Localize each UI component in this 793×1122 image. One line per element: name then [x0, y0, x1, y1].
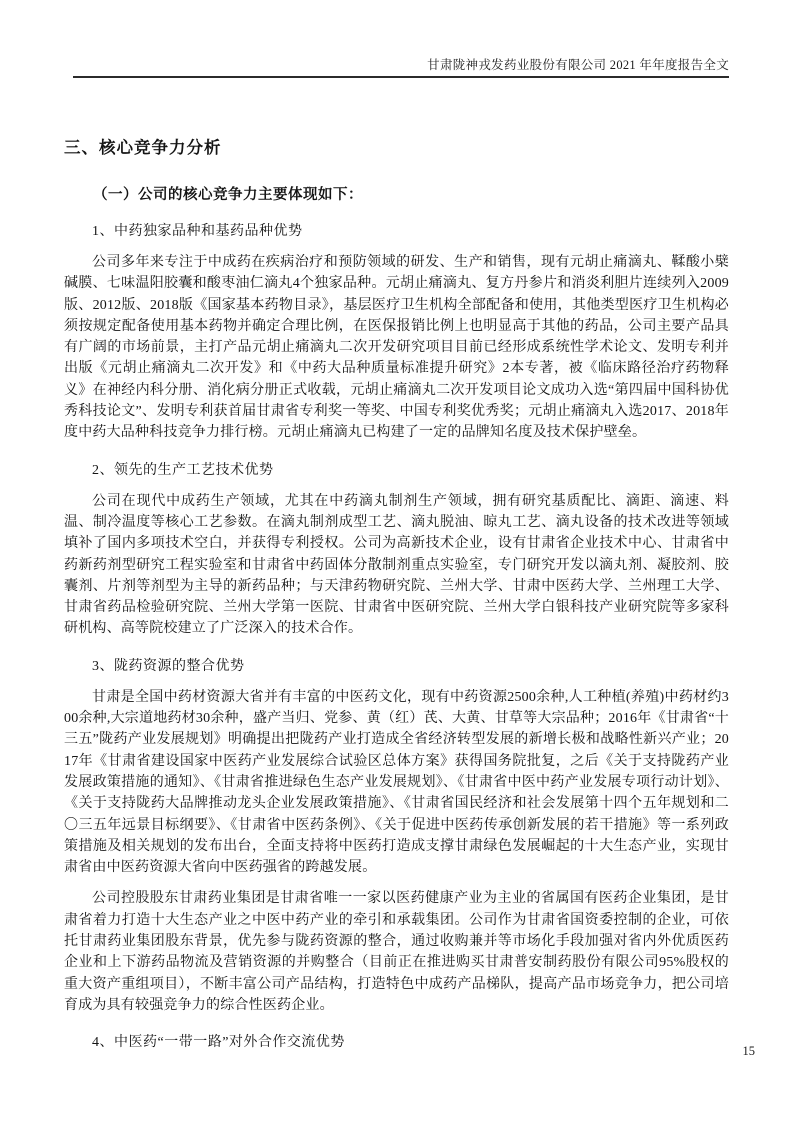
item-1-paragraph: 公司多年来专注于中成药在疾病治疗和预防领域的研发、生产和销售，现有元胡止痛滴丸、鞣酸小檗碱膜、七味温阳胶囊和酸枣油仁滴丸4个独家品种。元胡止痛滴丸、复方丹参片和消炎利胆片连续列入2009版、2012版、2018版《国家基本药物目录》，基层医疗卫生机构全部配备和使用，其他类型医疗卫生机构必须按规定配备使用基本药物并确定合理比例，在医保报销比例上也明显高于其他的药品，公司主要产品具有广阔的市场前景，主打产品元胡止痛滴丸二次开发研究项目目前已经形成系统性学术论文、发明专利并出版《元胡止痛滴丸二次开发》和《中药大品种质量标准提升研究》2本专著，被《临床路径治疗药物释义》在神经内科分册、消化病分册正式收载，元胡止痛滴丸二次开发项目论文成功入选“第四届中国科协优秀科技论文”、发明专利获首届甘肃省专利奖一等奖、中国专利奖优秀奖；元胡止痛滴丸入选2017、2018年度中药大品种科技竞争力排行榜。元胡止痛滴丸已构建了一定的品牌知名度及技术保护壁垒。 [64, 255, 729, 441]
item-2-paragraph: 公司在现代中成药生产领域，尤其在中药滴丸制剂生产领域，拥有研究基质配比、滴距、滴速、料温、制冷温度等核心工艺参数。在滴丸制剂成型工艺、滴丸脱油、晾丸工艺、滴丸设备的技术改进等领域填补了国内多项技术空白，并获得专利授权。公司为高新技术企业，设有甘肃省企业技术中心、甘肃省中药新药剂型研究工程实验室和甘肃省中药固体分散制剂重点实验室，专门研究开发以滴丸剂、凝胶剂、胶囊剂、片剂等剂型为主导的新药品种；与天津药物研究院、兰州大学、甘肃中医药大学、兰州理工大学、甘肃省药品检验研究院、兰州大学第一医院、甘肃省中医研究院、兰州大学白银科技产业研究院等多家科研机构、高等院校建立了广泛深入的技术合作。 [64, 493, 729, 637]
item-2-title: 2、领先的生产工艺技术优势 [92, 462, 274, 478]
report-content [64, 137, 729, 1053]
item-3-paragraph-2: 公司控股股东甘肃药业集团是甘肃省唯一一家以医药健康产业为主业的省属国有医药企业集团，是甘肃省着力打造十大生态产业之中医中药产业的牵引和承载集团。公司作为甘肃省国资委控制的企业，可依托甘肃药业集团股东背景，优先参与陇药资源的整合，通过收购兼并等市场化手段加强对省内外优质医药企业和上下游药品物流及营销资源的并购整合（目前正在推进购买甘肃普安制药股份有限公司95%股权的重大资产重组项目），不断丰富公司产品结构，打造特色中成药产品梯队，提高产品市场竞争力，把公司培育成为具有较强竞争力的综合性医药企业。 [64, 891, 729, 1013]
section-heading: 三、核心竞争力分析 [64, 138, 222, 157]
page-header [64, 57, 729, 78]
header-title: 甘肃陇神戎发药业股份有限公司 2021 年年度报告全文 [427, 58, 729, 72]
item-3-title: 3、陇药资源的整合优势 [92, 658, 245, 674]
subsection-heading: （一）公司的核心竞争力主要体现如下： [93, 187, 363, 203]
item-3-paragraph-1: 甘肃是全国中药材资源大省并有丰富的中医药文化，现有中药资源2500余种,人工种植(养殖)中药材约300余种,大宗道地药材30余种，盛产当归、党参、黄（红）芪、大黄、甘草等大宗品种；2016年《甘肃省“十三五”陇药产业发展规划》明确提出把陇药产业打造成全省经济转型发展的新增长极和战略性新兴产业；2017年《甘肃省建设国家中医药产业发展综合试验区总体方案》获得国务院批复，之后《关于支持陇药产业发展政策措施的通知》、《甘肃省推进绿色生态产业发展规划》、《甘肃省中医中药产业发展专项行动计划》、《关于支持陇药大品牌推动龙头企业发展政策措施》、《甘肃省国民经济和社会发展第十四个五年规划和二〇三五年远景目标纲要》、《甘肃省中医药条例》、《关于促进中医药传承创新发展的若干措施》等一系列政策措施及相关规划的发布出台，全面支持将中医药打造成支撑甘肃绿色发展崛起的十大生态产业，实现甘肃省由中医药资源大省向中医药强省的跨越发展。 [64, 689, 729, 876]
item-4-title: 4、中医药“一带一路”对外合作交流优势 [92, 1035, 345, 1051]
item-1-title: 1、中药独家品种和基药品种优势 [92, 224, 303, 239]
header-rule [73, 76, 729, 78]
page-number: 15 [742, 1044, 755, 1058]
